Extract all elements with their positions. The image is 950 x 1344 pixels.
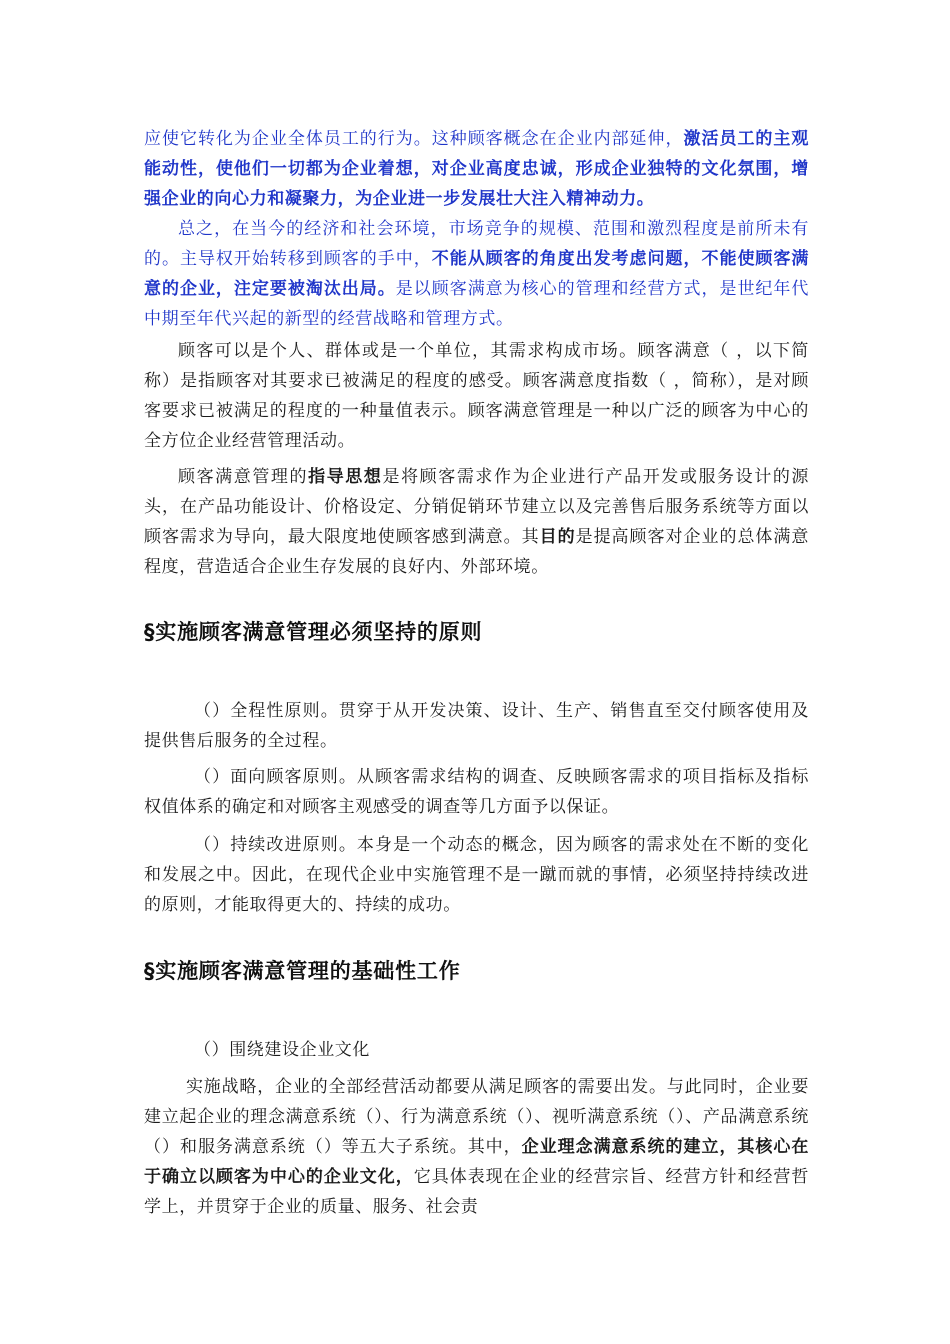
section-heading-foundation: §实施顾客满意管理的基础性工作: [144, 959, 461, 983]
paragraph-summary-tail: 是以顾客满意为核心的管理和经营方式，是世纪年代中期至年代兴起的新型的经营战略和管理方式。: [144, 279, 809, 329]
paragraph-culture-bold: 激活员工的主观能动性，使他们一切都为企业着想，对企业高度忠诚，形成企业独特的文化氛围，增强企业的向心力和凝聚力，为企业进一步发展壮大注入精神动力。: [144, 129, 809, 209]
paragraph-culture-text: 应使它转化为企业全体员工的行为。这种顾客概念在企业内部延伸，: [144, 129, 684, 149]
paragraph-strategy-bold: 企业理念满意系统的建立，其核心在于确立以顾客为中心的企业文化，: [144, 1137, 809, 1187]
guiding-idea-term: 指导思想: [308, 467, 383, 487]
section-heading-principles: §实施顾客满意管理必须坚持的原则: [144, 620, 483, 644]
subsection-culture: （）围绕建设企业文化: [194, 1040, 370, 1060]
paragraph-guiding-idea-body: 是将顾客需求作为企业进行产品开发或服务设计的源头，在产品功能设计、价格设定、分销促销环节建立以及完善售后服务系统等方面以顾客需求为导向，最大限度地使顾客感到满意。其: [144, 467, 810, 547]
paragraph-strategy: [144, 1072, 809, 1222]
paragraph-strategy-tail: 它具体表现在企业的经营宗旨、经营方针和经营哲学上，并贯穿于企业的质量、服务、社会责: [144, 1167, 809, 1217]
paragraph-strategy-text: 实施战略，企业的全部经营活动都要从满足顾客的需要出发。与此同时，企业要建立起企业的理念满意系统（）、行为满意系统（）、视听满意系统（）、产品满意系统（）和服务满意系统（）等五大子系统。其中，: [144, 1077, 809, 1157]
paragraph-guiding-idea: [144, 462, 809, 582]
paragraph-summary: [144, 214, 809, 334]
paragraph-summary-bold: 不能从顾客的角度出发考虑问题，不能使顾客满意的企业，注定要被淘汰出局。: [144, 249, 809, 299]
paragraph-culture: [144, 124, 809, 214]
paragraph-summary-text: 总之，在当今的经济和社会环境，市场竞争的规模、范围和激烈程度是前所未有的。主导权开始转移到顾客的手中，: [144, 219, 809, 269]
paragraph-customer-definition: 顾客可以是个人、群体或是一个单位，其需求构成市场。顾客满意（ ，以下简称）是指顾客对其要求已被满足的程度的感受。顾客满意度指数（ ，简称），是对顾客要求已被满足的程度的一种量值表示。顾客满意管理是一种以广泛的顾客为中心的全方位企业经营管理活动。: [144, 341, 809, 451]
paragraph-guiding-idea-tail: 是提高顾客对企业的总体满意程度，营造适合企业生存发展的良好内、外部环境。: [144, 527, 809, 577]
purpose-term: 目的: [539, 527, 576, 547]
paragraph-guiding-idea-text: 顾客满意管理的: [178, 467, 309, 487]
principle-item-full-process: （）全程性原则。贯穿于从开发决策、设计、生产、销售直至交付顾客使用及提供售后服务的全过程。: [144, 701, 809, 751]
principle-item-customer-oriented: （）面向顾客原则。从顾客需求结构的调查、反映顾客需求的项目指标及指标权值体系的确定和对顾客主观感受的调查等几方面予以保证。: [144, 767, 809, 817]
principle-item-continuous-improvement: （）持续改进原则。本身是一个动态的概念，因为顾客的需求处在不断的变化和发展之中。因此，在现代企业中实施管理不是一蹴而就的事情，必须坚持持续改进的原则，才能取得更大的、持续的成功。: [144, 835, 809, 915]
